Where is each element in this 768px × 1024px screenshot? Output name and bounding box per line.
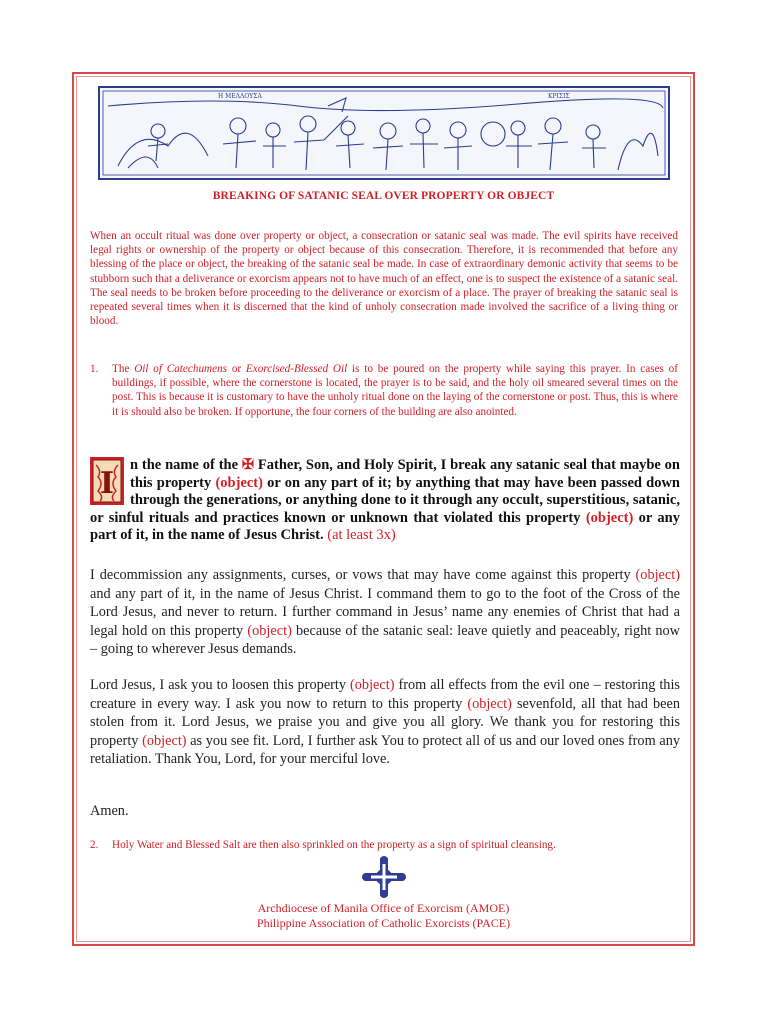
instruction-item-1: [90, 362, 678, 419]
object-mark: (object): [350, 677, 395, 693]
para-text: I decommission any assignments, curses, or vows that may have come against this property: [90, 567, 636, 583]
icon-illustration-banner: [98, 86, 670, 180]
item-number: 2.: [90, 839, 99, 851]
dropcap-letter: I: [99, 466, 115, 501]
object-mark: (object): [635, 567, 680, 583]
main-prayer: [90, 457, 680, 545]
prayer-text: Father, Son, and Holy Spirit, I break any satanic seal that maybe on this property: [130, 457, 680, 491]
cross-icon: ✠: [241, 457, 255, 473]
object-mark: (object): [142, 732, 187, 749]
para-text: sevenfold, all that had been stolen from it. Lord Jesus, we praise you and give you all glory. We thank you for restoring this property: [90, 695, 680, 749]
object-mark: (object): [247, 622, 292, 639]
para-text: Lord Jesus, I ask you to loosen this property: [90, 677, 351, 693]
prayer-text: or on any part of it; by anything that may have been passed down through the generations, or anything done to it through any occult, superstitious, satanic, or sinful rituals and practices known or unknown that violated this property: [90, 474, 680, 526]
instruction-item-2: [90, 838, 678, 852]
document-title: BREAKING OF SATANIC SEAL OVER PROPERTY OR OBJECT: [212, 190, 555, 202]
item-body: Holy Water and Blessed Salt are then also sprinkled on the property as a sign of spiritual cleansing.: [112, 839, 556, 851]
para-text: because of the satanic seal: leave quietly and peaceably, right now – going to wherever Jesus demands.: [90, 622, 680, 658]
amen-line: Amen.: [90, 803, 129, 819]
svg-text:Η ΜΕΛΛΟΥΣΑ: Η ΜΕΛΛΟΥΣΑ: [218, 93, 262, 100]
footer-org-pace: Philippine Association of Catholic Exorcists (PACE): [256, 916, 511, 930]
intro-paragraph: When an occult ritual was done over property or object, a consecration or satanic seal was made. The evil spirits have received legal rights or ownership of the property or object because of this consecration. Therefore, it is recommended that before any blessing of the place or object, the breaking of the satanic seal be made. In case of extraordinary demonic activity that seems to be stubborn such that a deliverance or exorcism appears not to have much of an effect, one is to suspect the existence of a satanic seal. The seal needs to be broken before proceeding to the deliverance or exorcism of a place. The prayer of breaking the satanic seal is repeated several times when it is discerned that the kind of unholy consecration made involved the sacrifice of a living thing or blood.: [90, 230, 678, 328]
dropcap-icon: [90, 457, 124, 505]
item-number: 1.: [90, 363, 99, 375]
ornamental-cross-icon: [362, 856, 406, 898]
decommission-paragraph: [90, 566, 680, 659]
object-mark: (object): [585, 509, 634, 526]
object-mark: (object): [215, 474, 263, 491]
footer-org-amoe: Archdiocese of Manila Office of Exorcism (AMOE): [257, 901, 510, 915]
repeat-note: (at least 3x): [327, 527, 396, 543]
oil-name: Oil of Catechumens: [134, 363, 228, 375]
item-text: or: [227, 363, 246, 375]
prayer-text: n the name of the: [130, 457, 242, 473]
oil-name: Exorcised-Blessed Oil: [245, 363, 348, 375]
prayer-text: or any part of it, in the name of Jesus Christ.: [90, 509, 680, 543]
object-mark: (object): [467, 695, 512, 712]
svg-text:ΚΡΙΣΙΣ: ΚΡΙΣΙΣ: [548, 93, 570, 100]
para-text: as you see fit. Lord, I further ask You to protect all of us and our loved ones from any retaliation. Thank You, Lord, for your merciful love.: [90, 732, 680, 768]
restoration-paragraph: [90, 676, 680, 769]
item-text: The: [112, 363, 135, 375]
item-body: [112, 362, 678, 419]
para-text: from all effects from the evil one – restoring this creature in every way. I ask you now to return to this property: [90, 677, 680, 712]
para-text: and any part of it, in the name of Jesus Christ. I command them to go to the foot of the Cross of the Lord Jesus, and never to return. I further command in Jesus’ name any enemies of Christ that had a legal hold on this property: [90, 585, 680, 639]
item-text: is to be poured on the property while saying this prayer. In cases of buildings, if possible, where the cornerstone is located, the prayer is to be said, and the holy oil smeared several times on the post. This is because it is customary to have the unholy ritual done on the laying of the cornerstone or post. Thus, this is where it is should also be broken. If opportune, the four corners of the building are also anointed.: [112, 363, 679, 418]
